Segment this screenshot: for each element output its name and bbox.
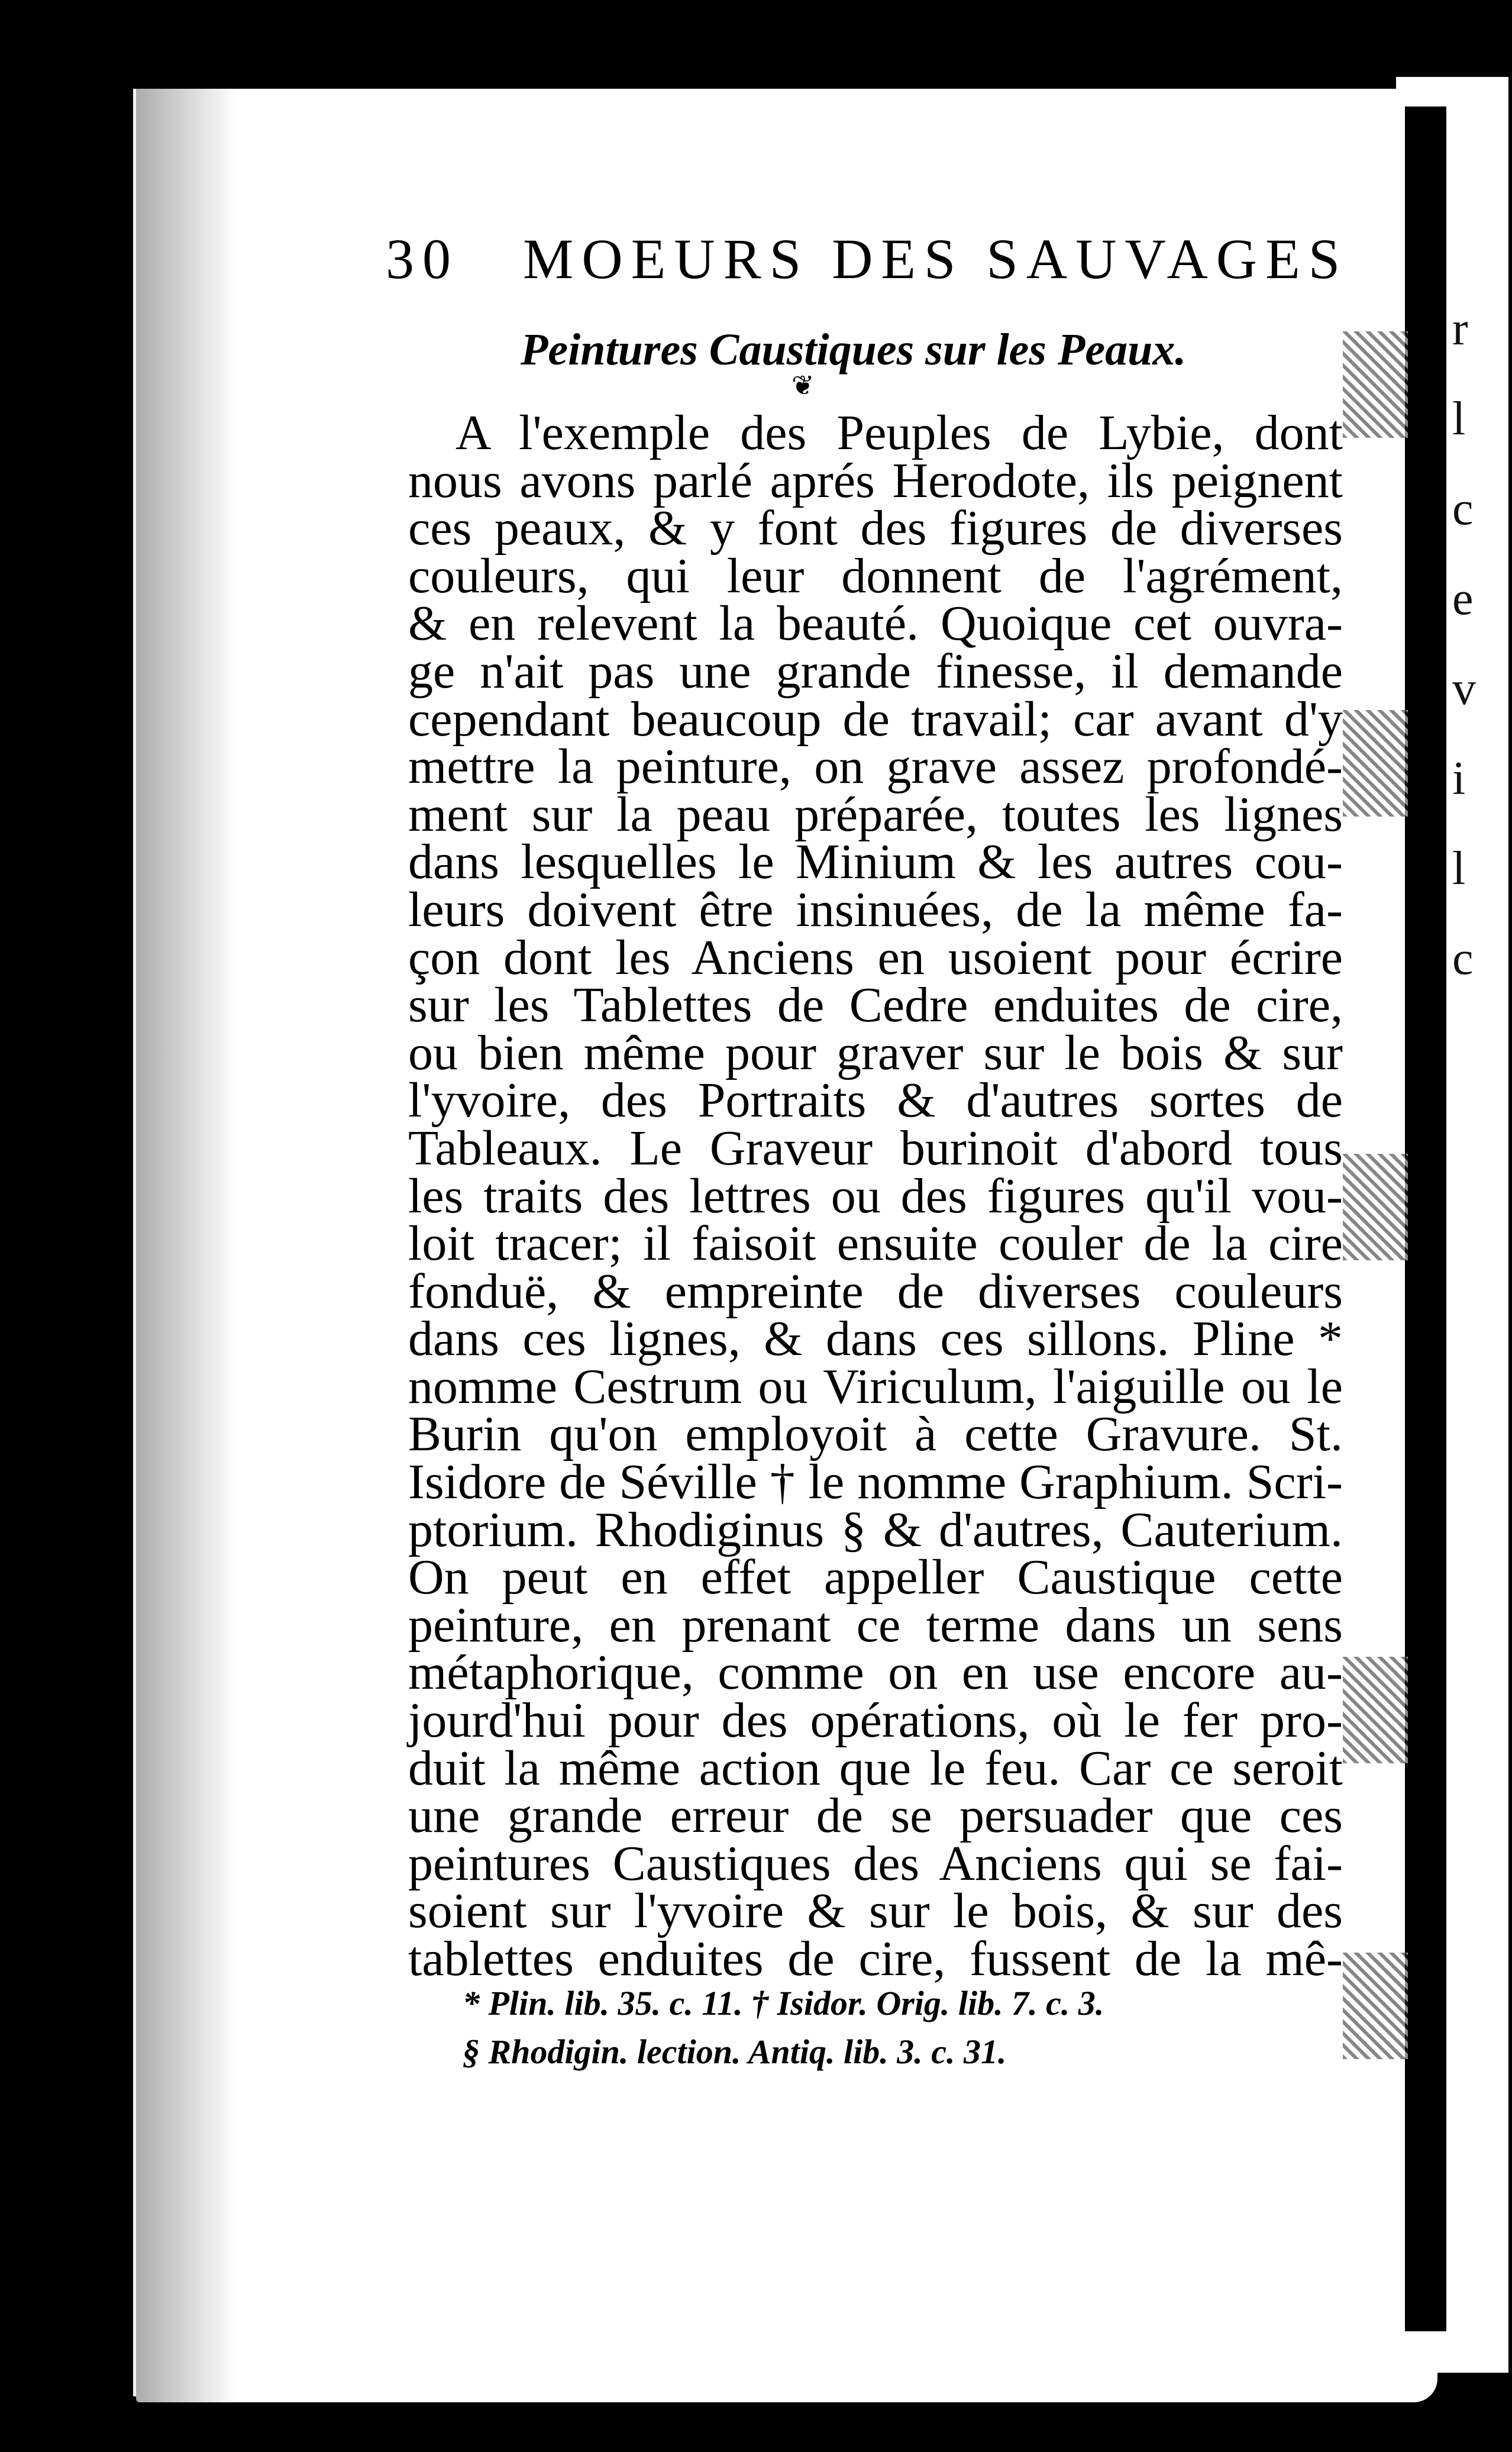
text-line: On peut en effet appeller Caustique cette (408, 1550, 1343, 1605)
text-line: ptorium. Rhodiginus § & d'autres, Cauterium. (408, 1502, 1343, 1557)
fleuron-ornament: ❦ (791, 370, 815, 401)
text-line: fonduë, & empreinte de diverses couleurs (408, 1263, 1343, 1319)
text-line: soient sur l'yvoire & sur le bois, & sur des (408, 1883, 1343, 1939)
running-header (386, 226, 1349, 297)
next-page-letter: c (1452, 483, 1474, 535)
text-line: peintures Caustiques des Anciens qui se fai- (408, 1835, 1343, 1891)
next-page-letter: l (1452, 843, 1466, 895)
book-gutter (0, 0, 136, 2452)
text-line: loit tracer; il faisoit ensuite couler de la cire (408, 1216, 1343, 1272)
text-line: A l'exemple des Peuples de Lybie, dont (455, 405, 1343, 460)
text-line: l'yvoire, des Portraits & d'autres sortes de (408, 1073, 1343, 1128)
footnote: § Rhodigin. lection. Antiq. lib. 3. c. 31. (463, 2032, 1007, 2071)
text-line: les traits des lettres ou des figures qu'il vou- (408, 1168, 1343, 1224)
text-line: ces peaux, & y font des figures de diverses (408, 501, 1343, 556)
next-page-letter: e (1452, 573, 1474, 625)
text-line: une grande erreur de se persuader que ces (408, 1788, 1343, 1844)
text-line: dans lesquelles le Minium & les autres cou- (408, 834, 1343, 890)
text-line: métaphorique, comme on en use encore au- (408, 1645, 1343, 1701)
body-text (408, 405, 1343, 1986)
gutter-shadow (136, 89, 237, 2402)
next-page-letter: c (1452, 933, 1474, 985)
text-line: duit la même action que le feu. Car ce seroit (408, 1740, 1343, 1796)
text-line: sur les Tablettes de Cedre enduites de cire, (408, 977, 1343, 1033)
footnotes (463, 1979, 1385, 2076)
page-number: 30 (386, 227, 459, 291)
running-title: MOEURS DES SAUVAGES (523, 227, 1349, 291)
text-line: Isidore de Séville † le nomme Graphium. Scri- (408, 1454, 1343, 1510)
footnote: * Plin. lib. 35. c. 11. † Isidor. Orig. lib. 7. c. 3. (463, 1984, 1104, 2022)
text-line: dans ces lignes, & dans ces sillons. Pline * (408, 1311, 1343, 1367)
next-page-letter: i (1452, 753, 1466, 805)
text-line: ge n'ait pas une grande finesse, il demande (408, 643, 1343, 699)
next-page-letter: l (1452, 393, 1466, 445)
text-line: ou bien même pour graver sur le bois & sur (408, 1025, 1343, 1080)
text-line: tablettes enduites de cire, fussent de la mê- (408, 1931, 1343, 1986)
text-line: couleurs, qui leur donnent de l'agrément, (408, 548, 1343, 604)
text-line: jourd'hui pour des opérations, où le fer pro- (408, 1693, 1343, 1748)
page-stain (1343, 1154, 1408, 1260)
section-title: Peintures Caustiques sur les Peaux. (521, 325, 1187, 375)
text-line: Burin qu'on employoit à cette Gravure. St. (408, 1406, 1343, 1462)
text-line: çon dont les Anciens en usoient pour écrire (408, 930, 1343, 985)
text-line: & en relevent la beauté. Quoique cet ouvra- (408, 596, 1343, 651)
text-line: ment sur la peau préparée, toutes les lignes (408, 786, 1343, 842)
text-line: nous avons parlé aprés Herodote, ils peignent (408, 453, 1343, 508)
text-line: cependant beaucoup de travail; car avant d'y (408, 691, 1343, 747)
text-line: mettre la peinture, on grave assez profondé- (408, 739, 1343, 795)
next-page-fragment (1452, 284, 1488, 1004)
text-line: Tableaux. Le Graveur burinoit d'abord tous (408, 1120, 1343, 1176)
next-page-letter: v (1452, 663, 1476, 715)
page-stain (1343, 331, 1408, 438)
page-stain (1343, 710, 1408, 817)
text-line: nomme Cestrum ou Viriculum, l'aiguille ou le (408, 1359, 1343, 1414)
page-edge-shadow (1405, 107, 1446, 2331)
page-stain (1343, 1657, 1408, 1763)
text-line: leurs doivent être insinuées, de la même fa- (408, 882, 1343, 937)
text-line: peinture, en prenant ce terme dans un sens (408, 1597, 1343, 1653)
next-page-letter: r (1452, 303, 1468, 355)
